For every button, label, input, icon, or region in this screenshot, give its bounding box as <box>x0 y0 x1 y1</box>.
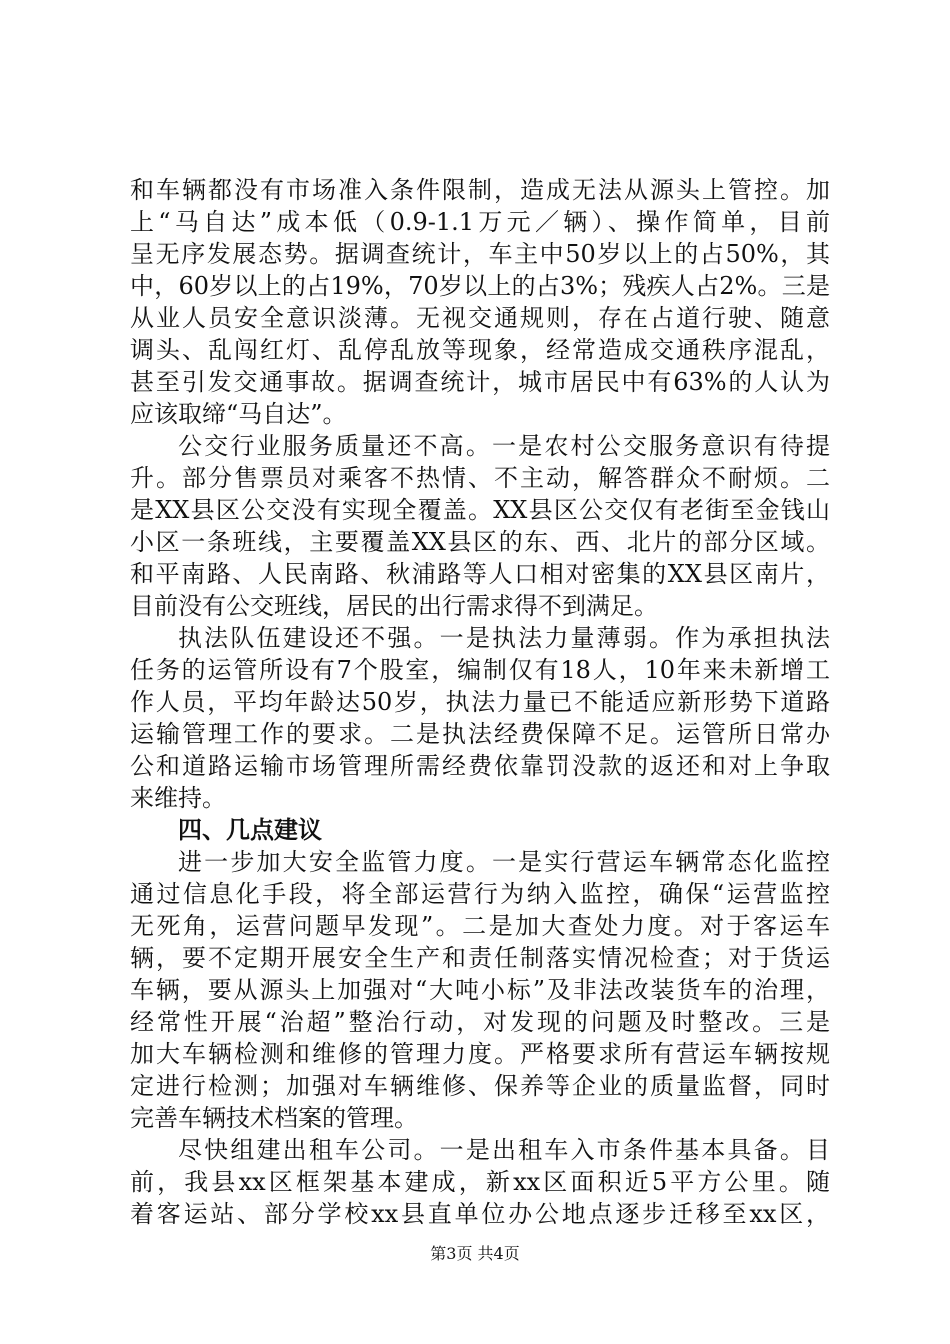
body-line: 小区一条班线，主要覆盖XX县区的东、西、北片的部分区域。 <box>130 528 830 556</box>
body-line: 尽快组建出租车公司。一是出租车入市条件基本具备。目 <box>178 1136 830 1164</box>
body-line: 中，60岁以上的占19%，70岁以上的占3%；残疾人占2%。三是 <box>130 272 830 300</box>
body-line: 进一步加大安全监管力度。一是实行营运车辆常态化监控 <box>178 848 830 876</box>
body-line: 任务的运管所设有7个股室，编制仅有18人，10年来未新增工 <box>130 656 830 684</box>
body-line: 调头、乱闯红灯、乱停乱放等现象，经常造成交通秩序混乱， <box>130 336 830 364</box>
body-line: 甚至引发交通事故。据调查统计，城市居民中有63%的人认为 <box>130 368 830 396</box>
body-line: 运输管理工作的要求。二是执法经费保障不足。运管所日常办 <box>130 720 830 748</box>
body-line: 和车辆都没有市场准入条件限制，造成无法从源头上管控。加 <box>130 176 830 204</box>
body-line: 和平南路、人民南路、秋浦路等人口相对密集的XX县区南片， <box>130 560 830 588</box>
body-line: 来维持。 <box>130 784 226 812</box>
body-line: 车辆，要从源头上加强对“大吨小标”及非法改装货车的治理， <box>130 976 830 1004</box>
body-line: 前，我县xx区框架基本建成，新xx区面积近5平方公里。随 <box>130 1168 830 1196</box>
body-line: 从业人员安全意识淡薄。无视交通规则，存在占道行驶、随意 <box>130 304 830 332</box>
body-line: 升。部分售票员对乘客不热情、不主动，解答群众不耐烦。二 <box>130 464 830 492</box>
body-line: 公交行业服务质量还不高。一是农村公交服务意识有待提 <box>178 432 830 460</box>
body-line: 着客运站、部分学校xx县直单位办公地点逐步迁移至xx区， <box>130 1200 830 1228</box>
body-line: 无死角，运营问题早发现”。二是加大查处力度。对于客运车 <box>130 912 830 940</box>
body-line: 执法队伍建设还不强。一是执法力量薄弱。作为承担执法 <box>178 624 830 652</box>
body-line: 定进行检测；加强对车辆维修、保养等企业的质量监督，同时 <box>130 1072 830 1100</box>
body-line: 通过信息化手段，将全部运营行为纳入监控，确保“运营监控 <box>130 880 830 908</box>
body-line: 辆，要不定期开展安全生产和责任制落实情况检查；对于货运 <box>130 944 830 972</box>
body-line: 是XX县区公交没有实现全覆盖。XX县区公交仅有老街至金钱山 <box>130 496 830 524</box>
body-line: 加大车辆检测和维修的管理力度。严格要求所有营运车辆按规 <box>130 1040 830 1068</box>
body-line: 目前没有公交班线，居民的出行需求得不到满足。 <box>130 592 658 620</box>
section-heading: 四、几点建议 <box>178 815 322 844</box>
body-line: 完善车辆技术档案的管理。 <box>130 1104 418 1132</box>
body-line: 应该取缔“马自达”。 <box>130 400 347 428</box>
body-line: 上“马自达”成本低（0.9-1.1万元／辆）、操作简单，目前 <box>130 208 830 236</box>
body-line: 公和道路运输市场管理所需经费依靠罚没款的返还和对上争取 <box>130 752 830 780</box>
page-number-footer: 第3页 共4页 <box>430 1244 520 1263</box>
body-line: 经常性开展“治超”整治行动，对发现的问题及时整改。三是 <box>130 1008 830 1036</box>
body-line: 作人员，平均年龄达50岁，执法力量已不能适应新形势下道路 <box>130 688 830 716</box>
body-line: 呈无序发展态势。据调查统计，车主中50岁以上的占50%，其 <box>130 240 830 268</box>
